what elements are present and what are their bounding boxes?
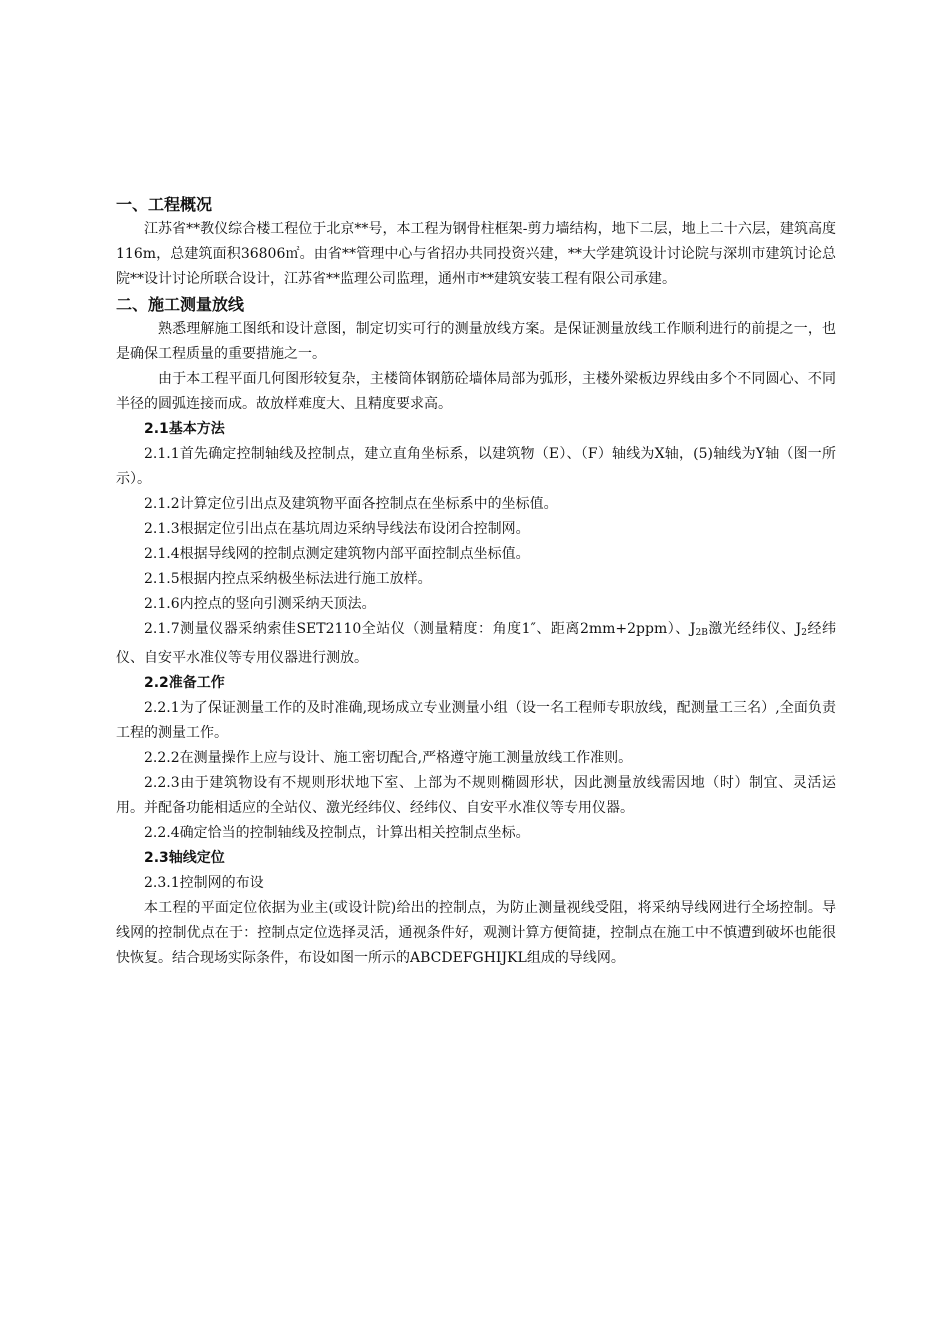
- item-2-1-6: 2.1.6内控点的竖向引测采纳天顶法。: [144, 596, 376, 612]
- item-2-2-2: 2.2.2在测量操作上应与设计、施工密切配合,严格遵守施工测量放线工作准则。: [144, 750, 633, 766]
- item-2-1-7-part-b: 激光经纬仪、J: [707, 621, 802, 637]
- item-2-1-7-part-c: 经纬仪、自安平水准仪等专用仪器进行测放。: [116, 621, 836, 666]
- item-2-1-4: 2.1.4根据导线网的控制点测定建筑物内部平面控制点坐标值。: [144, 546, 530, 562]
- item-2-1-3: 2.1.3根据定位引出点在基坑周边采纳导线法布设闭合控制网。: [144, 521, 530, 537]
- item-2-2-1: 2.2.1为了保证测量工作的及时准确,现场成立专业测量小组（设一名工程师专职放线，配测量工三名）,全面负责工程的测量工作。: [116, 700, 836, 741]
- section-2-heading: 二、施工测量放线: [116, 295, 245, 314]
- item-2-3-1: 2.3.1控制网的布设: [144, 875, 264, 891]
- subsection-2-2-heading: 2.2准备工作: [144, 675, 225, 691]
- subsection-2-3-paragraph: 本工程的平面定位依据为业主(或设计院)给出的控制点，为防止测量视线受阻，将采纳导线网进行全场控制。导线网的控制优点在于：控制点定位选择灵活，通视条件好，观测计算方便简捷，控制点在施工中不慎遭到破坏也能很快恢复。结合现场实际条件，布设如图一所示的ABCDEFGHIJKL组成的导线网。: [116, 900, 836, 966]
- document-page: [116, 192, 836, 971]
- item-2-2-4: 2.2.4确定恰当的控制轴线及控制点，计算出相关控制点坐标。: [144, 825, 530, 841]
- item-2-1-7-subscript-1: 2B: [695, 628, 708, 638]
- item-2-1-1: 2.1.1首先确定控制轴线及控制点，建立直角坐标系，以建筑物（E）、（F）轴线为X轴，(5)轴线为Y轴（图一所示）。: [116, 446, 836, 487]
- section-2-paragraph-2: 由于本工程平面几何图形较复杂，主楼筒体钢筋砼墙体局部为弧形，主楼外梁板边界线由多个不同圆心、不同半径的圆弧连接而成。故放样难度大、且精度要求高。: [116, 371, 836, 412]
- section-1-body: 江苏省**教仪综合楼工程位于北京**号，本工程为钢骨柱框架-剪力墙结构，地下二层，地上二十六层，建筑高度116m，总建筑面积36806㎡。由省**管理中心与省招办共同投资兴建，**大学建筑设计讨论院与深圳市建筑讨论总院**设计讨论所联合设计，江苏省**监理公司监理，通州市**建筑安装工程有限公司承建。: [116, 221, 836, 287]
- subsection-2-3-heading: 2.3轴线定位: [144, 850, 225, 866]
- section-2-paragraph-1: 熟悉理解施工图纸和设计意图，制定切实可行的测量放线方案。是保证测量放线工作顺利进行的前提之一，也是确保工程质量的重要措施之一。: [116, 321, 836, 362]
- item-2-1-2: 2.1.2计算定位引出点及建筑物平面各控制点在坐标系中的坐标值。: [144, 496, 558, 512]
- section-1-heading: 一、工程概况: [116, 195, 213, 214]
- subsection-2-1-heading: 2.1基本方法: [144, 421, 225, 437]
- item-2-1-7: [116, 617, 836, 671]
- item-2-2-3: 2.2.3由于建筑物设有不规则形状地下室、上部为不规则椭圆形状，因此测量放线需因地（时）制宜、灵活运用。并配备功能相适应的全站仪、激光经纬仪、经纬仪、自安平水准仪等专用仪器。: [116, 775, 836, 816]
- item-2-1-7-part-a: 2.1.7测量仪器采纳索佳SET2110全站仪（测量精度：角度1″、距离2mm+2ppm）、J: [144, 621, 696, 637]
- item-2-1-7-subscript-2: 2: [801, 628, 807, 638]
- item-2-1-5: 2.1.5根据内控点采纳极坐标法进行施工放样。: [144, 571, 432, 587]
